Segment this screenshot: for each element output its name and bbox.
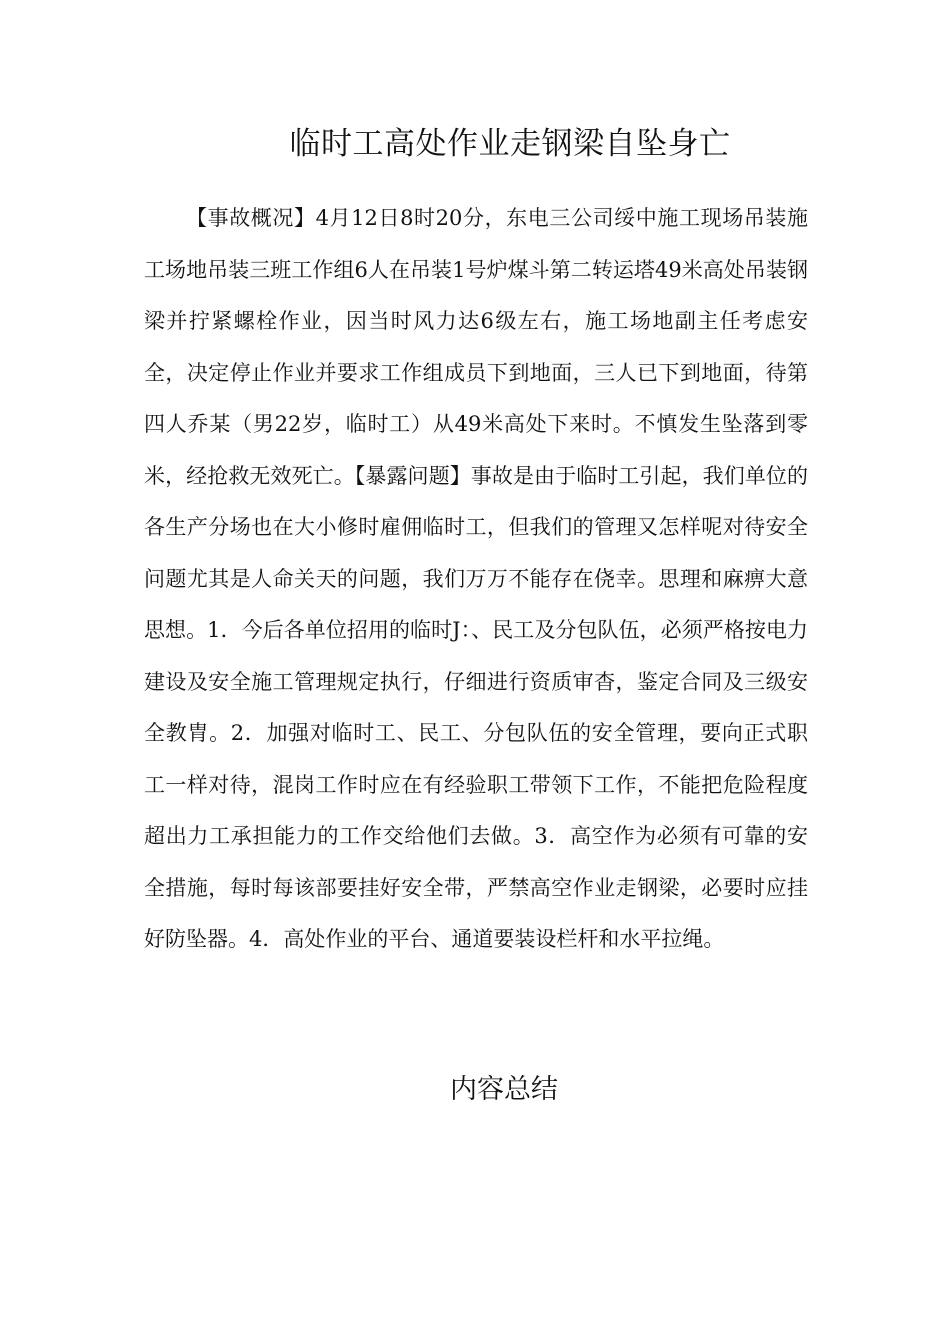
document-title: 临时工高处作业走钢梁自坠身亡: [289, 126, 731, 162]
document-body-paragraph: 【事故概况】4月12日8时20分，东电三公司绥中施工现场吊装施工场地吊装三班工作组6人在吊装1号炉煤斗第二转运塔49米高处吊装钢梁并拧紧螺栓作业，因当时风力达6级左右，施工场地副主任考虑安全，决定停止作业并要求工作组成员下到地面，三人已下到地面，待第四人乔某（男22岁，临时工）从49米高处下来时。不慎发生坠落到零米，经抢救无效死亡。【暴露问题】事故是由于临时工引起，我们单位的各生产分场也在大小修时雇佣临时工，但我们的管理又怎样呢对待安全问题尤其是人命关天的问题，我们万万不能存在侥幸。思理和麻痹大意思想。1．今后各单位招用的临时J：、民工及分包队伍，必须严格按电力建设及安全施工管理规定执行，仔细进行资质审杳，鉴定合同及三级安全教胄。2．加强对临时工、民工、分包队伍的安全管理，要向正式职工一样对待，混岗工作时应在有经验职工带领下工作，不能把危险程度超出力工承担能力的工作交给他们去做。3．高空作为必须有可靠的安全措施，每时每该部要挂好安全带，严禁高空作业走钢梁，必要时应挂好防坠器。4．高处作业的平台、通道要装设栏杆和水平拉绳。: [144, 206, 808, 951]
summary-heading: 内容总结: [450, 1074, 558, 1105]
